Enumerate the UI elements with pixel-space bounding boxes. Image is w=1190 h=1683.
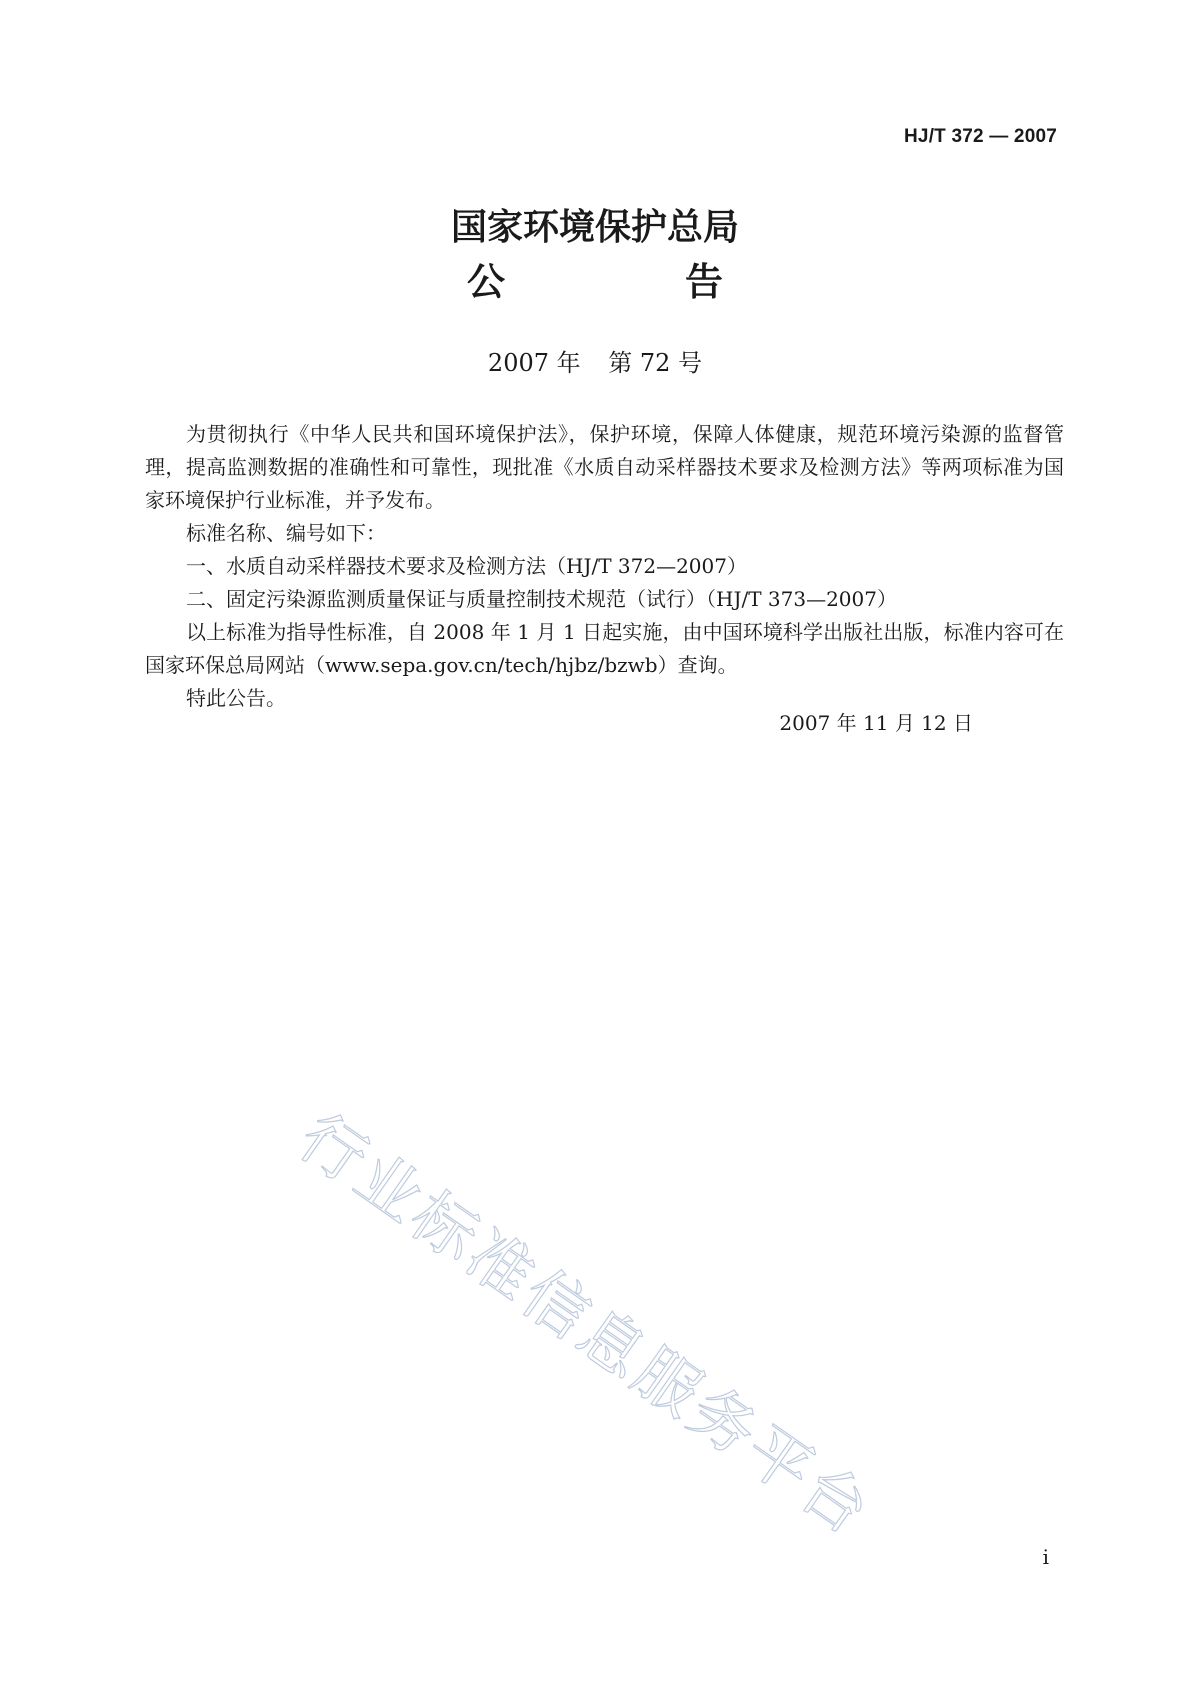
announcement-title-left: 公 (466, 260, 505, 304)
announcement-title-right: 告 (685, 260, 724, 304)
page-number: i (1042, 1545, 1049, 1569)
watermark: 行业标准信息服务平台 (285, 1100, 885, 1552)
issue-no: 第 72 号 (608, 349, 703, 377)
document-code: HJ/T 372 — 2007 (904, 126, 1057, 147)
body-paragraph: 以上标准为指导性标准，自 2008 年 1 月 1 日起实施，由中国环境科学出版社出版，标准内容可在国家环保总局网站（www.sepa.gov.cn/tech/hjbz/bzwb）查询。 (145, 620, 1064, 677)
body-paragraph: 标准名称、编号如下： (186, 521, 386, 545)
closing-line: 特此公告。 (186, 686, 286, 710)
issue-number (0, 348, 1190, 378)
issue-date: 2007 年 11 月 12 日 (779, 711, 973, 735)
agency-title: 国家环境保护总局 (450, 207, 739, 248)
body-paragraph: 为贯彻执行《中华人民共和国环境保护法》，保护环境，保障人体健康，规范环境污染源的监督管理，提高监测数据的准确性和可靠性，现批准《水质自动采样器技术要求及检测方法》等两项标准为国家环境保护行业标准，并予发布。 (145, 422, 1064, 512)
standard-item-1: 一、水质自动采样器技术要求及检测方法（HJ/T 372—2007） (186, 554, 747, 578)
issue-year: 2007 年 (487, 349, 581, 377)
announcement-body (145, 418, 1064, 715)
announcement-title (0, 260, 1190, 304)
standard-item-2: 二、固定污染源监测质量保证与质量控制技术规范（试行）（HJ/T 373—2007） (186, 587, 897, 611)
